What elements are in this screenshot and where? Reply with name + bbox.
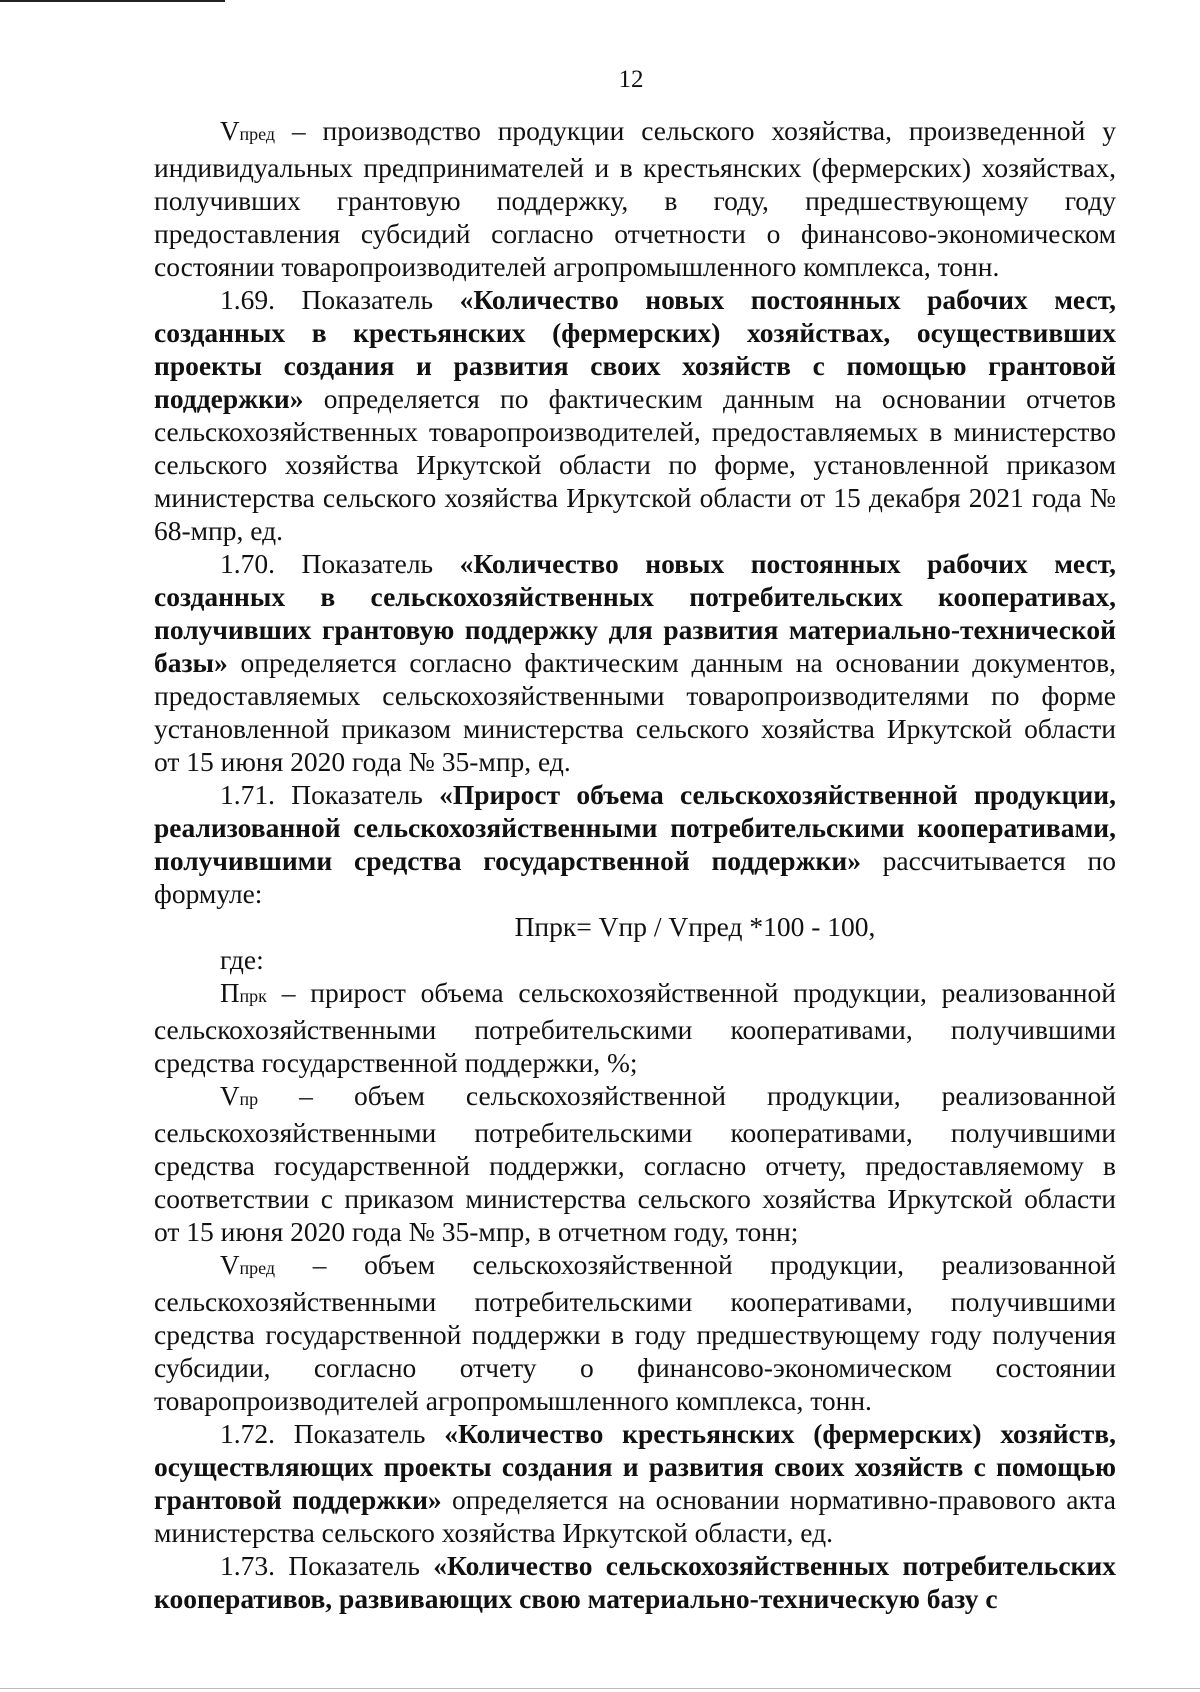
indicator-paragraph <box>154 1417 1116 1549</box>
plain-line: где: <box>220 944 264 975</box>
variable-symbol: V <box>220 116 240 146</box>
indicator-title: «Количество новых постоянных рабочих мест, созданных в сельскохозяйственных потребительских кооперативах, получивших грантовую поддержку для развития материально-технической базы» <box>154 548 1116 678</box>
document-body <box>154 114 1116 1615</box>
indicator-title: «Количество сельскохозяйственных потребительских кооперативов, развивающих свою материально-техническую базу с <box>154 1550 1116 1614</box>
variable-definition <box>154 1079 1116 1248</box>
indicator-title: «Прирост объема сельскохозяйственной продукции, реализованной сельскохозяйственными потребительскими кооперативами, получившими средства государственной поддержки» <box>154 779 1116 876</box>
indicator-title: «Количество крестьянских (фермерских) хозяйств, осуществляющих проекты создания и развития своих хозяйств с помощью грантовой поддержки» <box>154 1418 1116 1515</box>
bottom-edge-line <box>0 1688 1200 1689</box>
page-number: 12 <box>618 66 644 93</box>
paragraph-tail: определяется согласно фактическим данным на основании документов, предоставляемых сельскохозяйственными товаропроизводителями по форме установленной приказом министерства сельского хозяйства Иркутской области от 15 июня 2020 года № 35-мпр, ед. <box>154 647 1116 777</box>
indicator-title: «Количество новых постоянных рабочих мест, созданных в крестьянских (фермерских) хозяйствах, осуществивших проекты создания и развития своих хозяйств с помощью грантовой поддержки» <box>154 284 1116 414</box>
variable-definition <box>154 1248 1116 1417</box>
variable-symbol: V <box>220 1081 240 1111</box>
variable-definition <box>154 114 1116 283</box>
definition-text: – прирост объема сельскохозяйственной продукции, реализованной сельскохозяйственными потребительскими кооперативами, получившими средства государственной поддержки, %; <box>154 977 1116 1078</box>
paragraph-lead: 1.73. Показатель <box>220 1550 434 1581</box>
paragraph-lead: 1.70. Показатель <box>220 548 460 579</box>
paragraph-tail: определяется на основании нормативно-правового акта министерства сельского хозяйства Иркутской области, ед. <box>154 1484 1116 1548</box>
paragraph-tail: рассчитывается по формуле: <box>154 845 1116 909</box>
indicator-paragraph <box>154 1549 1116 1615</box>
variable-subscript: прк <box>239 986 267 1006</box>
definition-text: – объем сельскохозяйственной продукции, реализованной сельскохозяйственными потребительскими кооперативами, получившими средства государственной поддержки в году предшествующему году получения субсидии, согласно отчету о финансово-экономическом состоянии товаропроизводителей агропромышленного комплекса, тонн. <box>154 1249 1116 1416</box>
definition-text: – производство продукции сельского хозяйства, произведенной у индивидуальных предпринимателей и в крестьянских (фермерских) хозяйствах, получивших грантовую поддержку, в году, предшествующему году предоставления субсидий согласно отчетности о финансово-экономическом состоянии товаропроизводителей агропромышленного комплекса, тонн. <box>154 115 1116 282</box>
paragraph-lead: 1.71. Показатель <box>220 779 440 810</box>
indicator-paragraph <box>154 778 1116 910</box>
variable-subscript: пред <box>239 124 276 144</box>
top-edge-line <box>0 0 225 2</box>
variable-symbol: V <box>220 1250 240 1280</box>
formula: Ппрк= Vпр / Vпред *100 - 100, <box>514 911 876 942</box>
variable-definition <box>154 976 1116 1079</box>
indicator-paragraph <box>154 547 1116 778</box>
paragraph-lead: 1.72. Показатель <box>220 1418 445 1449</box>
variable-subscript: пред <box>239 1258 276 1278</box>
paragraph-lead: 1.69. Показатель <box>220 284 460 315</box>
variable-symbol: П <box>220 978 240 1008</box>
definition-text: – объем сельскохозяйственной продукции, реализованной сельскохозяйственными потребительскими кооперативами, получившими средства государственной поддержки, согласно отчету, предоставляемому в соответствии с приказом министерства сельского хозяйства Иркутской области от 15 июня 2020 года № 35-мпр, в отчетном году, тонн; <box>154 1080 1116 1247</box>
variable-subscript: пр <box>239 1089 259 1109</box>
indicator-paragraph <box>154 283 1116 547</box>
paragraph-tail: определяется по фактическим данным на основании отчетов сельскохозяйственных товаропроизводителей, предоставляемых в министерство сельского хозяйства Иркутской области по форме, установленной приказом министерства сельского хозяйства Иркутской области от 15 декабря 2021 года № 68-мпр, ед. <box>154 383 1116 546</box>
